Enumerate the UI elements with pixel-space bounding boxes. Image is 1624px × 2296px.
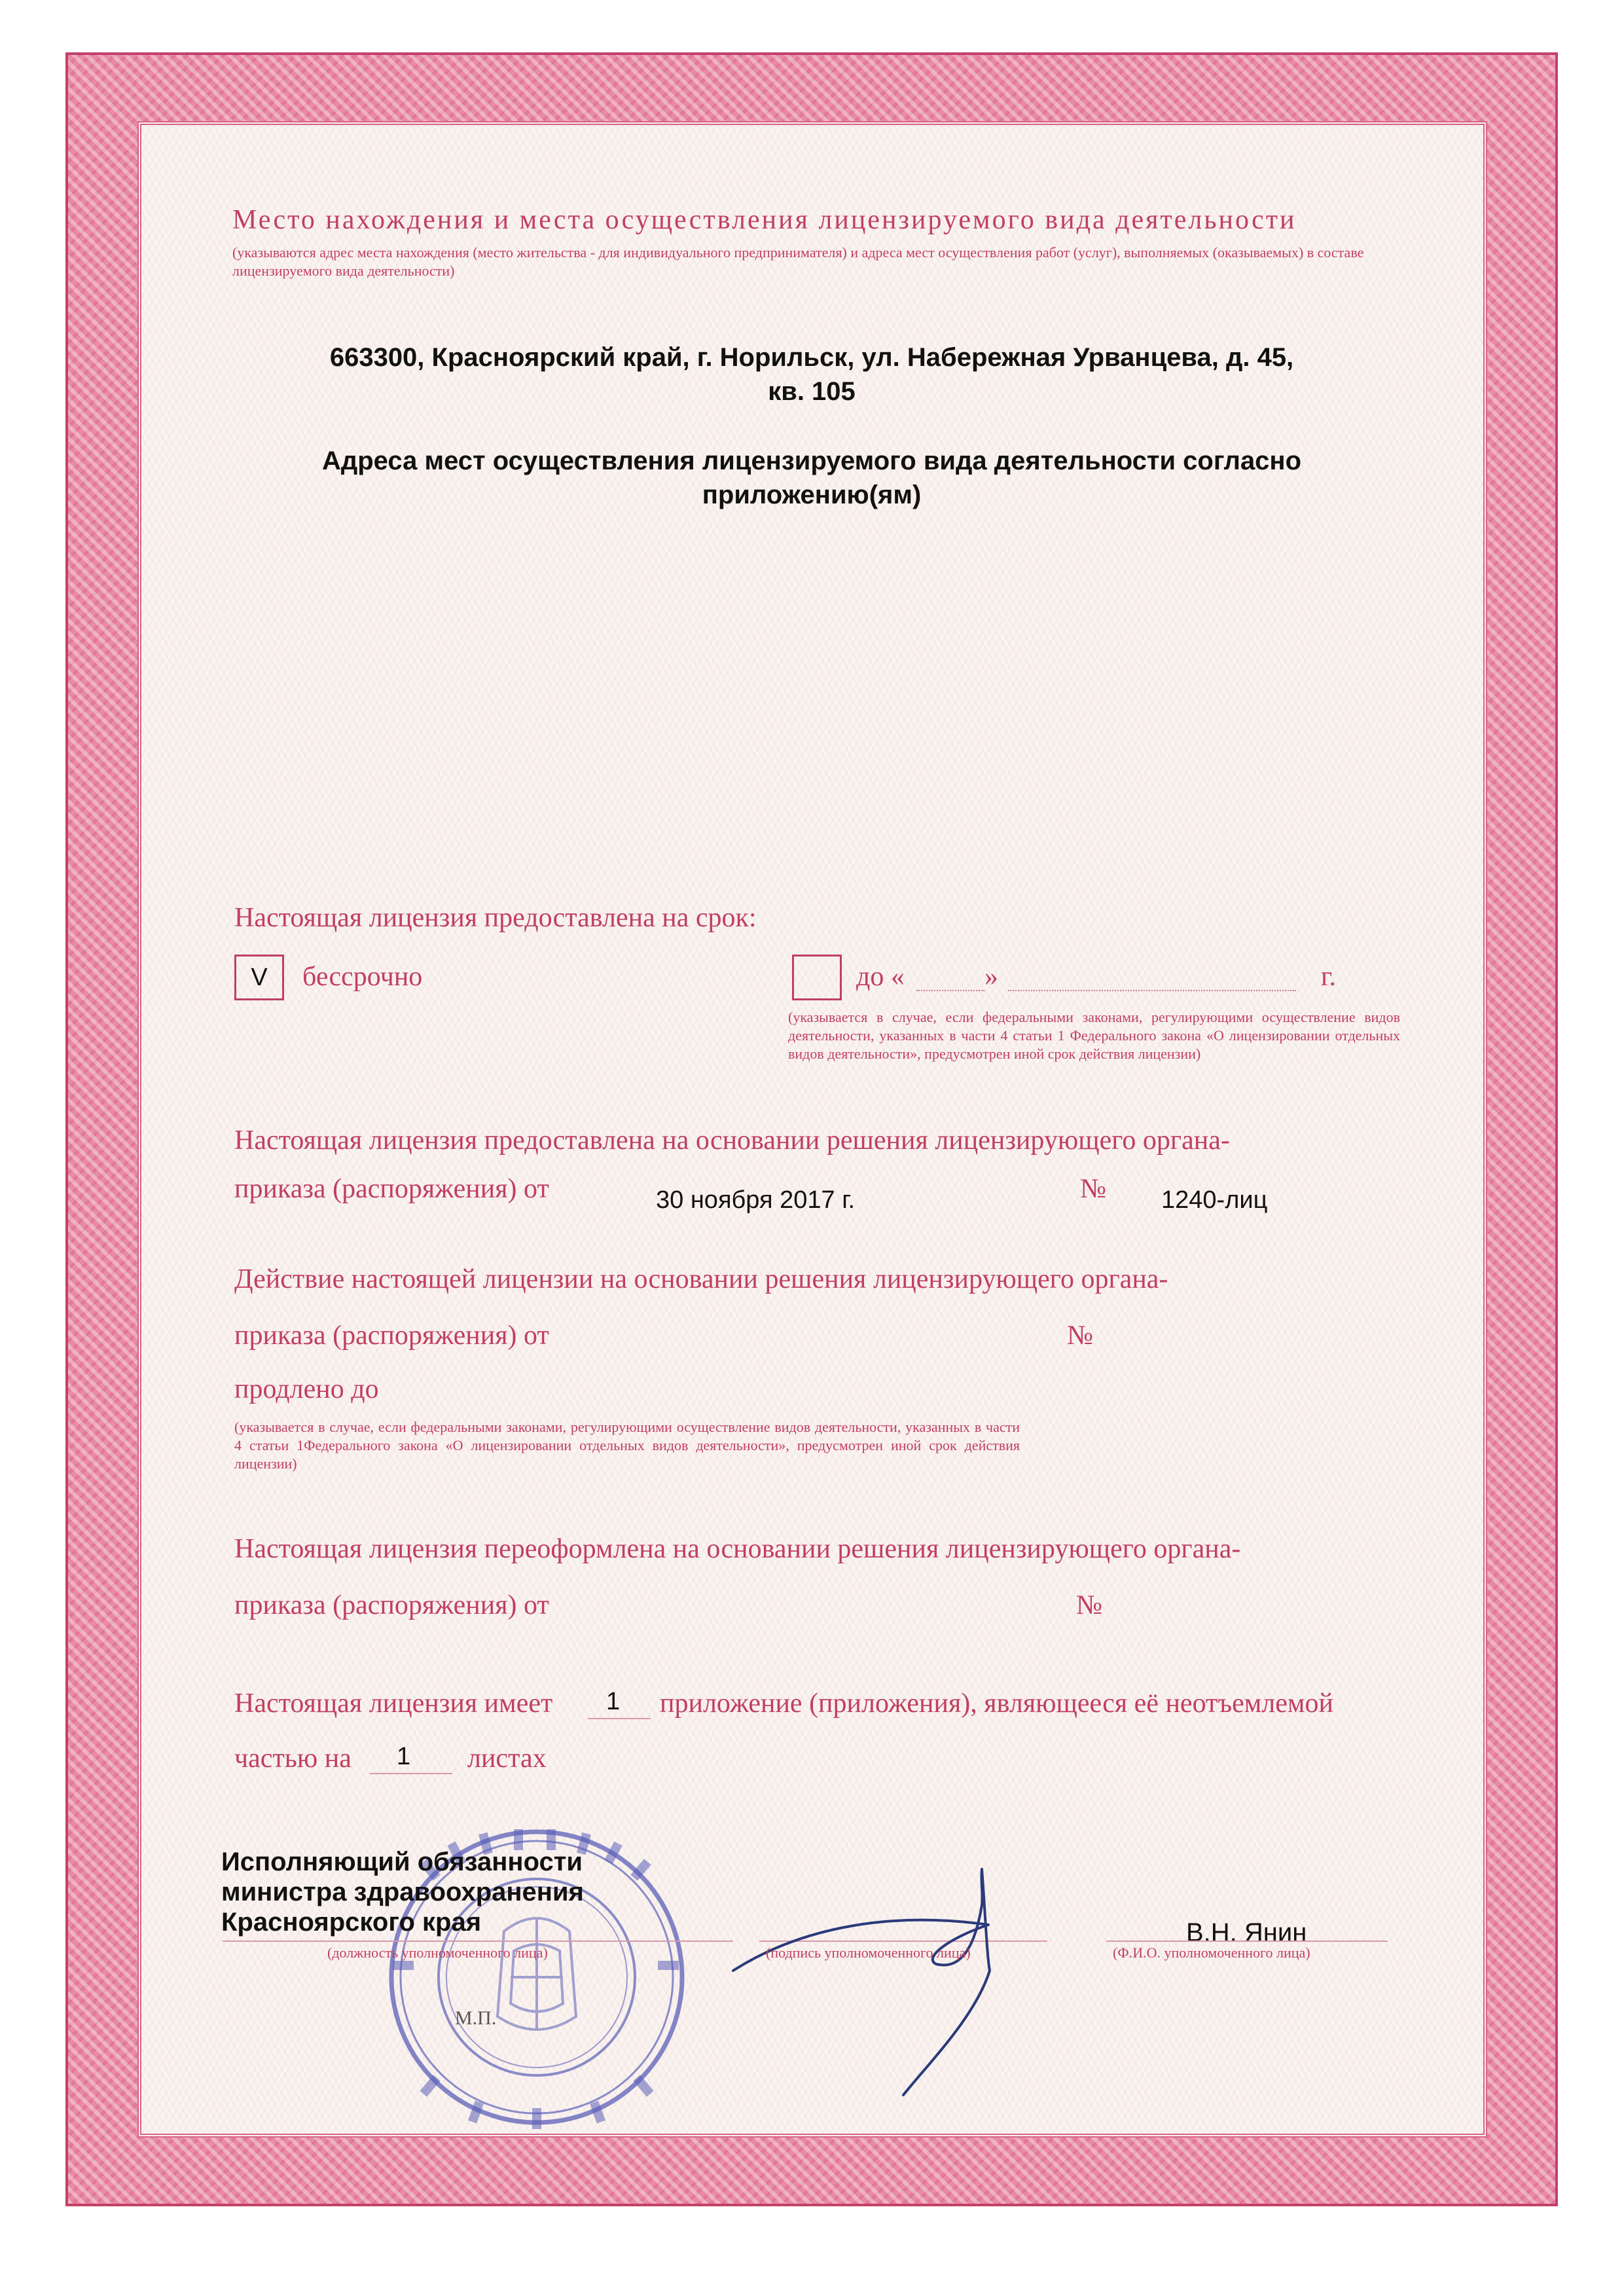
appendix-prefix: Настоящая лицензия имеет bbox=[234, 1688, 553, 1719]
basis-number: 1240-лиц bbox=[1161, 1186, 1268, 1214]
reissue-number-sign: № bbox=[1076, 1590, 1103, 1620]
term-label: Настоящая лицензия предоставлена на срок: bbox=[234, 903, 757, 933]
signer-position-line-1: Исполняющий обязанности bbox=[221, 1848, 583, 1876]
basis-number-sign: № bbox=[1080, 1174, 1107, 1204]
places-line-1: Адреса мест осуществления лицензируемого вида деятельности согласно bbox=[321, 446, 1302, 475]
reissue-line-2: приказа (распоряжения) от bbox=[234, 1590, 549, 1620]
appendix-middle: приложение (приложения), являющееся её неотъемлемой bbox=[660, 1688, 1333, 1719]
until-mid: » bbox=[984, 962, 998, 992]
unlimited-checkbox bbox=[234, 955, 284, 1000]
signer-position-line-2: министра здравоохранения bbox=[221, 1878, 584, 1906]
name-caption: (Ф.И.О. уполномоченного лица) bbox=[1113, 1944, 1310, 1961]
until-day-slot bbox=[916, 990, 984, 991]
basis-date: 30 ноября 2017 г. bbox=[656, 1186, 855, 1214]
unlimited-label: бессрочно bbox=[302, 962, 423, 992]
position-line bbox=[223, 1941, 733, 1942]
name-line bbox=[1106, 1941, 1388, 1942]
appendix-sheets: 1 bbox=[397, 1743, 411, 1770]
reissue-line-1: Настоящая лицензия переоформлена на основании решения лицензирующего органа- bbox=[234, 1534, 1241, 1564]
places-line-2: приложению(ям) bbox=[702, 481, 922, 509]
until-checkbox bbox=[792, 955, 842, 1000]
basis-line-1: Настоящая лицензия предоставлена на основании решения лицензирующего органа- bbox=[234, 1125, 1230, 1156]
position-caption: (должность уполномоченного лица) bbox=[327, 1944, 548, 1961]
signature-caption: (подпись уполномоченного лица) bbox=[766, 1944, 971, 1961]
section-title-note: (указываются адрес места нахождения (место жительства - для индивидуального предпринимателя) и адреса мест осуществления работ (услуг), выполняемых (оказываемых) в составе лицензируемого вида деятельности) bbox=[232, 244, 1364, 279]
unlimited-checkmark: V bbox=[251, 964, 268, 991]
appendix-line2-prefix: частью на bbox=[234, 1743, 352, 1774]
extension-line-3: продлено до bbox=[234, 1374, 379, 1404]
extension-number-sign: № bbox=[1067, 1321, 1094, 1351]
address-line-2: кв. 105 bbox=[768, 377, 856, 406]
appendix-count-slot bbox=[588, 1718, 651, 1719]
signer-name: В.Н. Янин bbox=[1186, 1918, 1307, 1947]
extension-line-2: приказа (распоряжения) от bbox=[234, 1321, 549, 1351]
until-note: (указывается в случае, если федеральными законами, регулирующими осуществление видов деятельности, указанных в части 4 статьи 1 Федерального закона «О лицензировании отдельных видов деятельности», предусмотрен иной срок действия лицензии) bbox=[788, 1009, 1400, 1062]
signer-position-line-3: Красноярского края bbox=[221, 1908, 482, 1937]
appendix-sheets-slot bbox=[370, 1773, 452, 1774]
appendix-line2-suffix: листах bbox=[467, 1743, 547, 1774]
extension-line-1: Действие настоящей лицензии на основании решения лицензирующего органа- bbox=[234, 1264, 1168, 1294]
section-title: Место нахождения и места осуществления лицензируемого вида деятельности bbox=[232, 205, 1297, 235]
handwritten-signature bbox=[727, 1866, 1067, 2102]
stamp-place-label: М.П. bbox=[455, 2007, 497, 2029]
until-prefix: до « bbox=[856, 962, 905, 992]
appendix-count: 1 bbox=[606, 1688, 621, 1715]
until-month-slot bbox=[1008, 990, 1296, 991]
basis-line-2: приказа (распоряжения) от bbox=[234, 1174, 549, 1204]
until-suffix: г. bbox=[1321, 962, 1336, 992]
address-line-1: 663300, Красноярский край, г. Норильск, ул. Набережная Урванцева, д. 45, bbox=[329, 343, 1294, 372]
extension-note: (указывается в случае, если федеральными законами, регулирующими осуществление видов деятельности, указанных в части 4 статьи 1Федерального закона «О лицензировании отдельных видов деятельности», предусмотрен иной срок действия лицензии) bbox=[234, 1419, 1020, 1472]
